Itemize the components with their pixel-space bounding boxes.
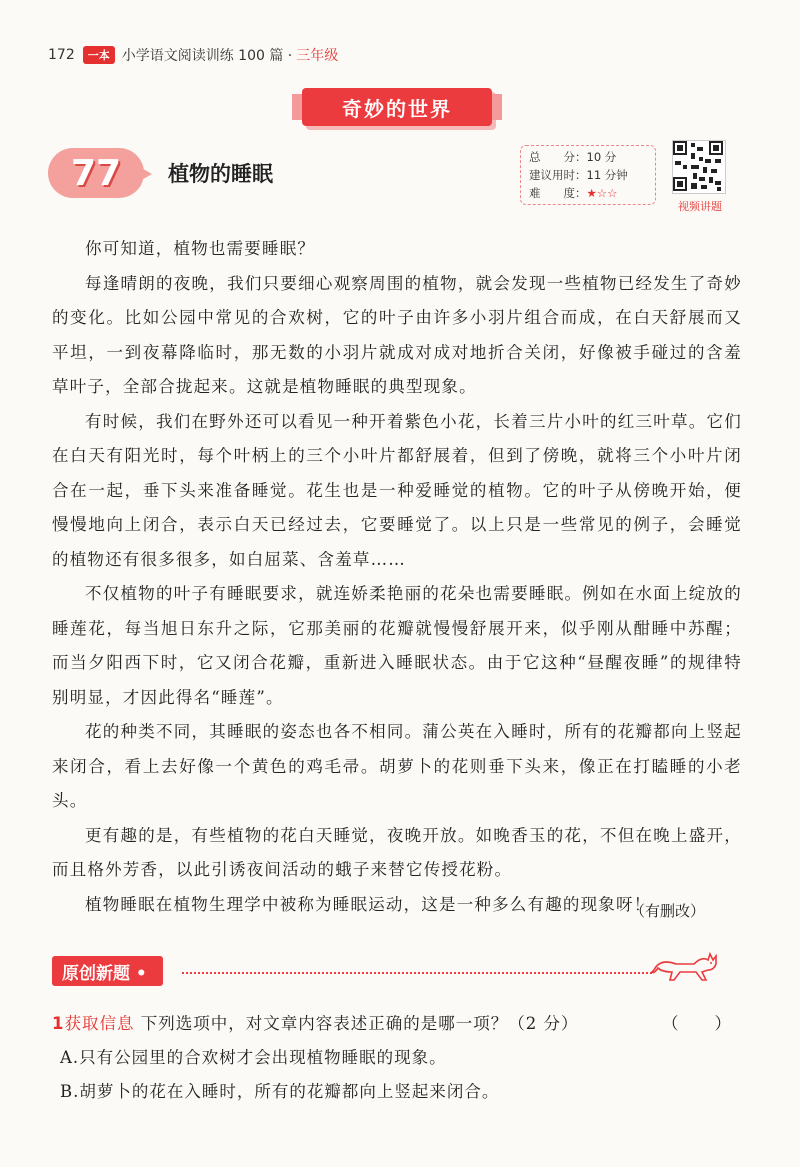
qr-caption[interactable]: 视频讲题 (678, 200, 722, 213)
brand-logo: 一本 (83, 46, 115, 64)
article-paragraph: 植物睡眠在植物生理学中被称为睡眠运动，这是一种多么有趣的现象呀！ (85, 894, 652, 914)
section-divider (182, 972, 652, 974)
difficulty-label: 难 度： (529, 186, 587, 200)
time-label: 建议用时： (529, 168, 587, 182)
option-b[interactable]: B.胡萝卜的花在入睡时，所有的花瓣都向上竖起来闭合。 (60, 1082, 500, 1101)
option-a[interactable]: A.只有公园里的合欢树才会出现植物睡眠的现象。 (60, 1048, 447, 1067)
article-paragraph: 更有趣的是，有些植物的花白天睡觉，夜晚开放。如晚香玉的花，不但在晚上盛开，而且格外芳香，以此引诱夜间活动的蛾子来替它传授花粉。 (52, 825, 742, 879)
grade-label: 三年级 (296, 48, 339, 64)
total-value: 10 分 (586, 150, 617, 164)
article-paragraph: 你可知道，植物也需要睡眠？ (85, 239, 316, 258)
article-paragraph: 有时候，我们在野外还可以看见一种开着紫色小花，长着三片小叶的红三叶草。它们在白天有阳光时，每个叶柄上的三个小叶片都舒展着，但到了傍晚，就将三个小叶片闭合在一起，垂下头来准备睡觉。花生也是一种爱睡觉的植物。它的叶子从傍晚开始，便慢慢地向上闭合，表示白天已经过去，它要睡觉了。以上只是一些常见的例子，会睡觉的植物还有很多很多，如白屈菜、含羞草…… (52, 411, 742, 569)
question-type: 获取信息 (64, 1014, 135, 1033)
lesson-title: 植物的睡眠 (168, 162, 273, 186)
section-tag: 原创新题 • (52, 956, 163, 986)
lesson-meta-box (520, 145, 656, 205)
total-label: 总 分： (529, 150, 587, 164)
question-number: 1 (52, 1014, 65, 1033)
article-paragraph: 每逢晴朗的夜晚，我们只要细心观察周围的植物，就会发现一些植物已经发生了奇妙的变化。比如公园中常见的合欢树，它的叶子由许多小羽片组合而成，在白天舒展而又平坦，一到夜幕降临时，那无数的小羽片就成对成对地折合关闭，好像被手碰过的含羞草叶子，全部合拢起来。这就是植物睡眠的典型现象。 (52, 273, 742, 396)
lesson-number-badge: 77 (48, 148, 144, 198)
book-title: 小学语文阅读训练 100 篇 · (121, 48, 293, 64)
time-value: 11 分钟 (586, 168, 628, 182)
article-body (52, 232, 742, 922)
qr-code-icon[interactable] (672, 140, 726, 194)
article-source-note: （有删改） (630, 902, 706, 920)
page-number: 172 (48, 47, 75, 63)
cat-icon (650, 948, 720, 988)
page-header (48, 44, 338, 66)
question-1 (52, 1010, 742, 1034)
article-paragraph: 花的种类不同，其睡眠的姿态也各不相同。蒲公英在入睡时，所有的花瓣都向上竖起来闭合，看上去好像一个黄色的鸡毛帚。胡萝卜的花则垂下头来，像正在打瞌睡的小老头。 (52, 722, 742, 810)
question-text: 下列选项中，对文章内容表述正确的是哪一项？（2 分） (140, 1014, 579, 1033)
article-paragraph: 不仅植物的叶子有睡眠要求，就连娇柔艳丽的花朵也需要睡眠。例如在水面上绽放的睡莲花，每当旭日东升之际，它那美丽的花瓣就慢慢舒展开来，似乎刚从酣睡中苏醒；而当夕阳西下时，它又闭合花瓣，重新进入睡眠状态。由于它这种“昼醒夜睡”的规律特别明显，才因此得名“睡莲”。 (52, 584, 742, 707)
section-banner: 奇妙的世界 (302, 88, 492, 126)
difficulty-stars: ★☆☆ (586, 186, 618, 200)
answer-blank[interactable]: （ ） (662, 1014, 732, 1033)
